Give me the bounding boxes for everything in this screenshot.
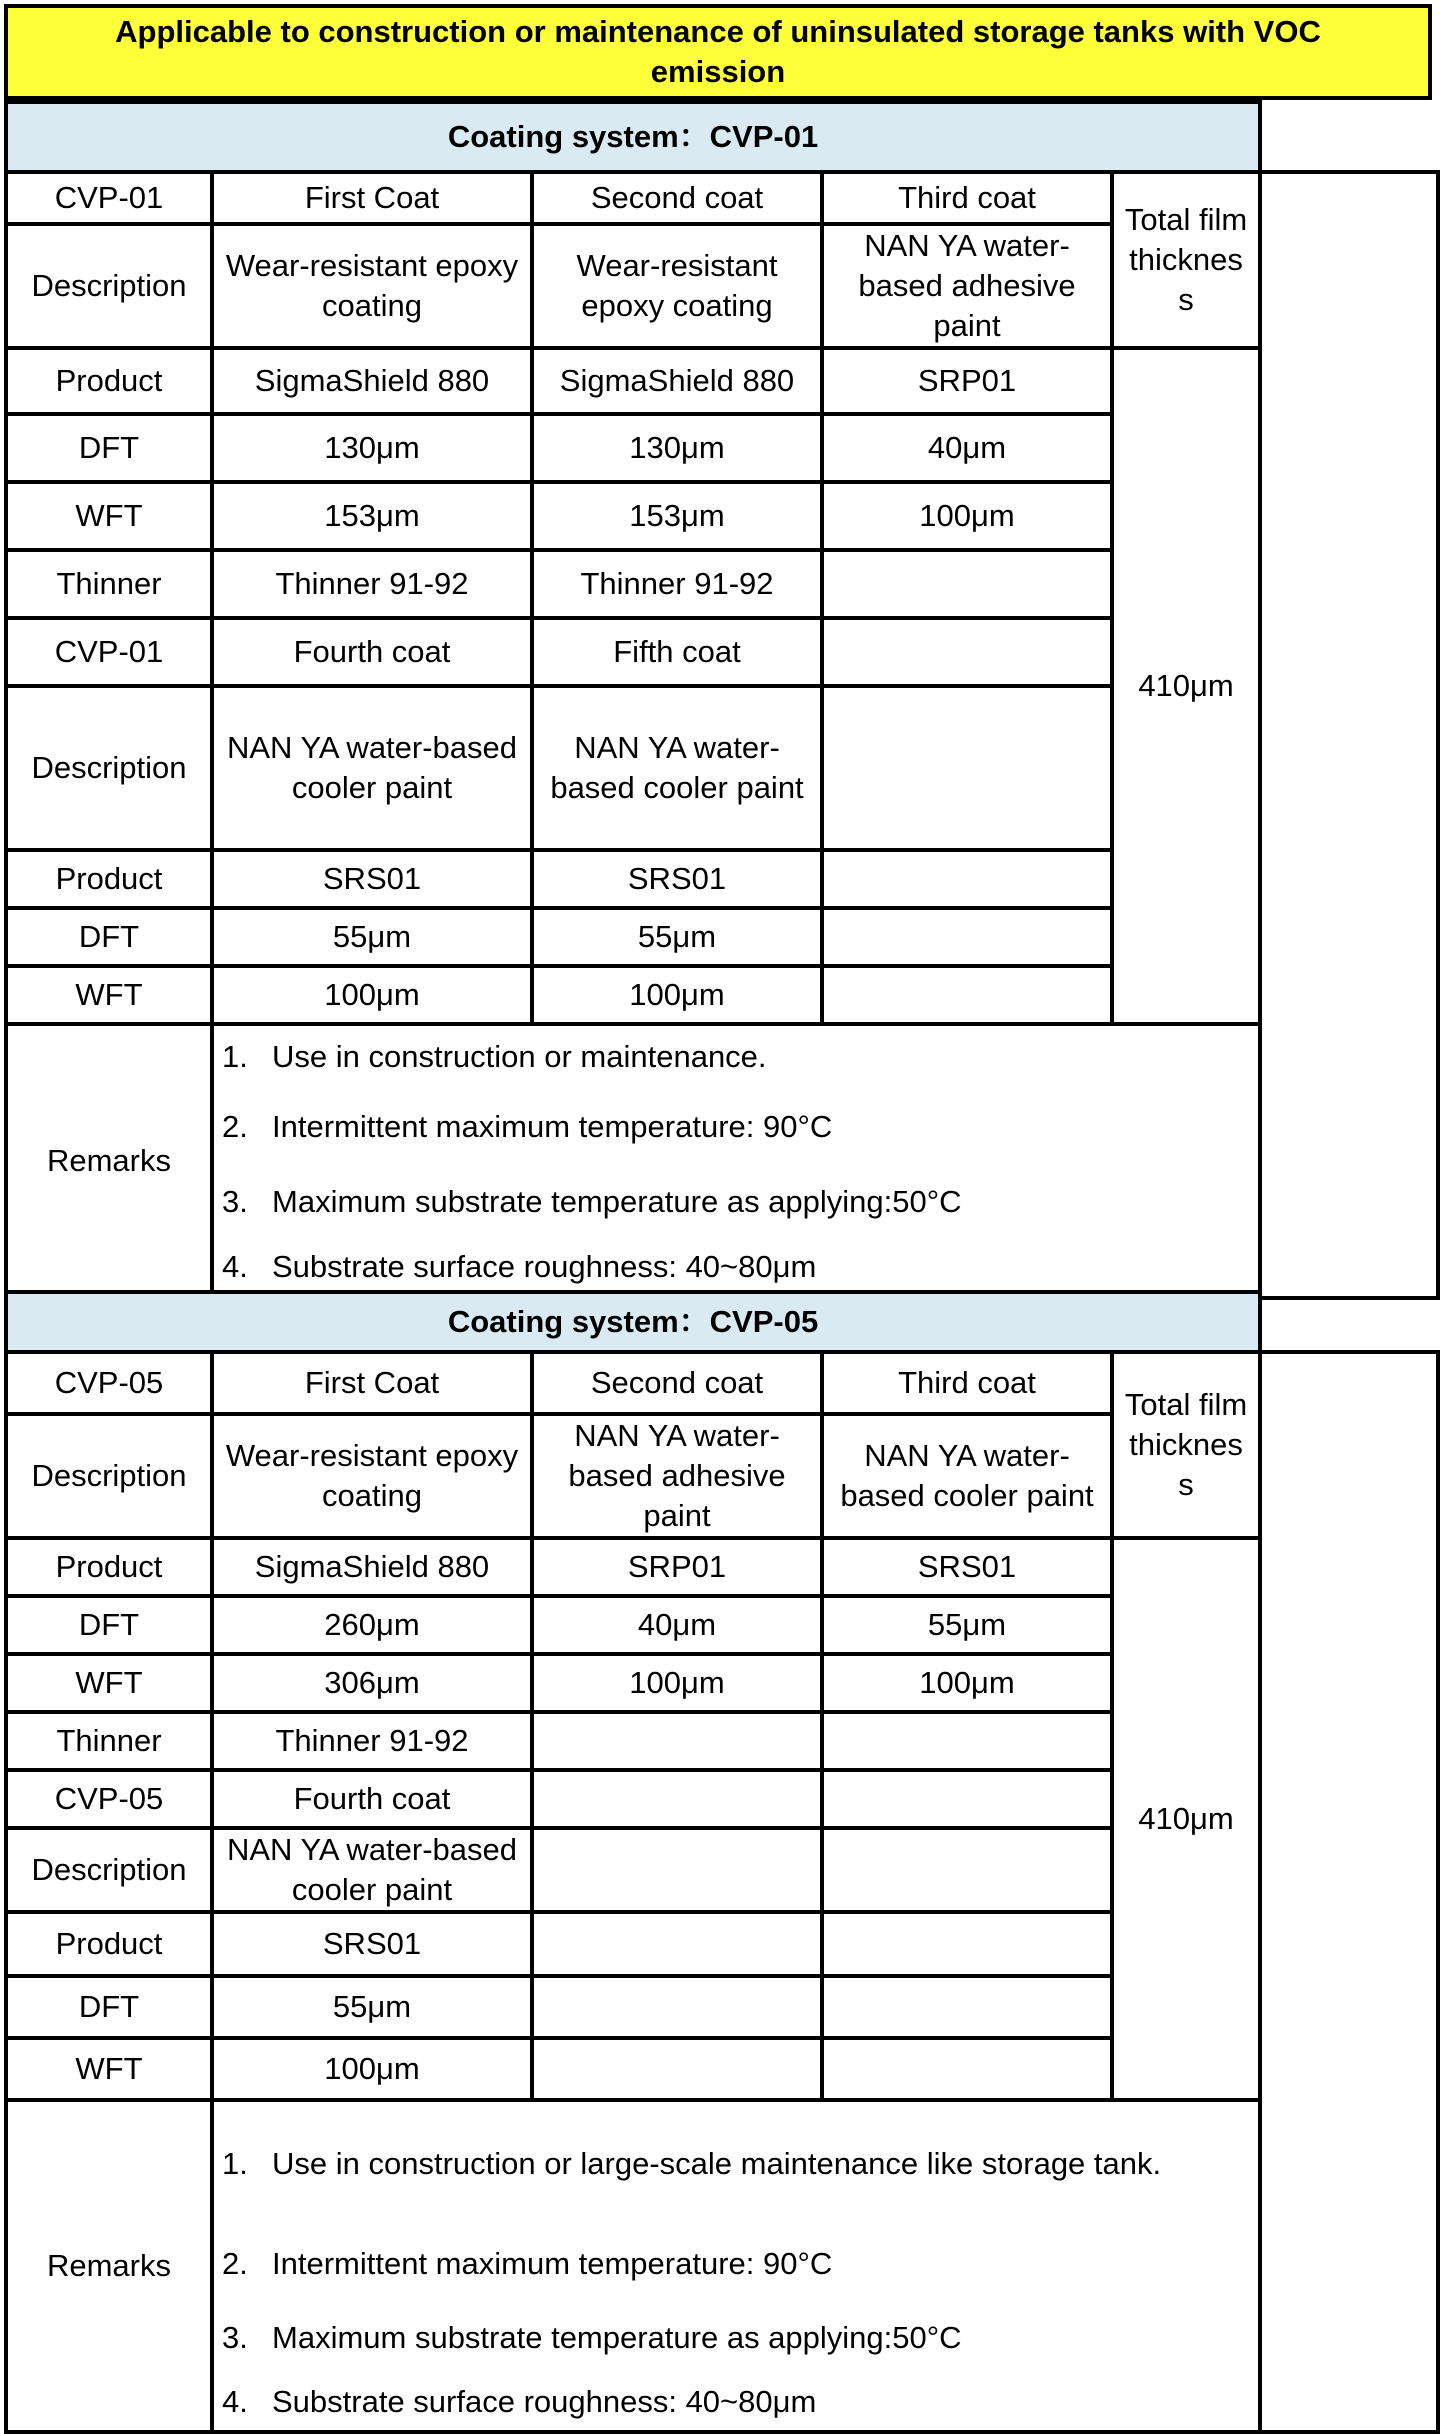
table-cell — [822, 2038, 1112, 2100]
table-cell: SRS01 — [212, 850, 532, 908]
row-label-cvp-01: CVP-01 — [6, 618, 212, 686]
table-cell: NAN YA water-based cooler paint — [212, 686, 532, 850]
remark-text: Intermittent maximum temperature: 90°C — [272, 1109, 833, 1144]
table-cell — [822, 686, 1112, 850]
table-cell: Second coat — [532, 1352, 822, 1414]
remark-number: 3. — [222, 1184, 248, 1219]
table-cell: Fifth coat — [532, 618, 822, 686]
table-cell: 55μm — [532, 908, 822, 966]
row-label-thinner: Thinner — [6, 550, 212, 618]
table-cell: 55μm — [822, 1596, 1112, 1654]
table-cell: Third coat — [822, 172, 1112, 224]
table-cell: 100μm — [822, 482, 1112, 550]
table-cell: 100μm — [822, 1654, 1112, 1712]
row-label-description: Description — [6, 224, 212, 348]
table-cell: 130μm — [212, 414, 532, 482]
table-cell — [532, 1770, 822, 1828]
table-cell: SRP01 — [532, 1538, 822, 1596]
table-cell: 40μm — [822, 414, 1112, 482]
table-cell: NAN YA water-based cooler paint — [212, 1828, 532, 1912]
table-cell — [822, 550, 1112, 618]
table-cell — [822, 1712, 1112, 1770]
table-cell: Thinner 91-92 — [212, 550, 532, 618]
remarks-side-blank — [1260, 1024, 1438, 1298]
remark-number: 4. — [222, 2384, 248, 2419]
table-cell: SigmaShield 880 — [532, 348, 822, 414]
table-cell: Third coat — [822, 1352, 1112, 1414]
table-cell: 153μm — [212, 482, 532, 550]
side-blank — [1260, 1352, 1438, 2100]
row-label-dft: DFT — [6, 1596, 212, 1654]
system-title: Coating system：CVP-05 — [6, 1292, 1260, 1352]
table-cell: 100μm — [532, 1654, 822, 1712]
table-cell: Fourth coat — [212, 618, 532, 686]
table-cell: SRS01 — [212, 1912, 532, 1976]
row-label-dft: DFT — [6, 908, 212, 966]
table-cell — [822, 850, 1112, 908]
remarks-row — [6, 2100, 1438, 2432]
remark-item — [214, 1166, 1258, 1238]
table-cell: 100μm — [532, 966, 822, 1024]
header-side-blank — [1260, 1292, 1438, 1352]
table-cell — [532, 1712, 822, 1770]
table-cell: NAN YA water-based adhesive paint — [822, 224, 1112, 348]
table-cell: SigmaShield 880 — [212, 1538, 532, 1596]
remark-number: 1. — [222, 1039, 248, 1074]
table-cell: Wear-resistant epoxy coating — [212, 224, 532, 348]
table-cell: SRS01 — [532, 850, 822, 908]
table-cell: 260μm — [212, 1596, 532, 1654]
remarks-list — [212, 2100, 1260, 2432]
row-label-wft: WFT — [6, 966, 212, 1024]
table-cell — [532, 1912, 822, 1976]
table-cell — [822, 908, 1112, 966]
table-cell: NAN YA water-based cooler paint — [532, 686, 822, 850]
table-cell: Wear-resistant epoxy coating — [532, 224, 822, 348]
remark-text: Substrate surface roughness: 40~80μm — [272, 2384, 817, 2419]
table-row — [6, 1352, 1438, 1414]
row-label-product: Product — [6, 348, 212, 414]
remark-item — [214, 2102, 1258, 2226]
table-cell: 100μm — [212, 2038, 532, 2100]
remarks-label: Remarks — [6, 2100, 212, 2432]
table-cell: SRS01 — [822, 1538, 1112, 1596]
table-cell: Fourth coat — [212, 1770, 532, 1828]
table-row — [6, 172, 1438, 224]
remarks-items — [214, 1026, 1258, 1296]
table-cell: 55μm — [212, 1976, 532, 2038]
row-label-dft: DFT — [6, 414, 212, 482]
total-film-thickness-value: 410μm — [1112, 1538, 1260, 2100]
remark-number: 3. — [222, 2320, 248, 2355]
remark-number: 1. — [222, 2146, 248, 2181]
row-label-cvp-05: CVP-05 — [6, 1352, 212, 1414]
table-cell: 100μm — [212, 966, 532, 1024]
page-banner: Applicable to construction or maintenance of uninsulated storage tanks with VOC emission — [4, 4, 1432, 100]
row-label-description: Description — [6, 1828, 212, 1912]
row-label-cvp-05: CVP-05 — [6, 1770, 212, 1828]
table-row — [6, 1538, 1438, 1596]
row-label-dft: DFT — [6, 1976, 212, 2038]
total-film-thickness-label: Total film thicknes s — [1112, 172, 1260, 348]
table-cell: Thinner 91-92 — [212, 1712, 532, 1770]
remark-item — [214, 2302, 1258, 2374]
table-cell — [822, 1912, 1112, 1976]
remark-number: 2. — [222, 1109, 248, 1144]
remark-item — [214, 1088, 1258, 1166]
table-cell: Wear-resistant epoxy coating — [212, 1414, 532, 1538]
remark-text: Maximum substrate temperature as applying:50°C — [272, 1184, 962, 1219]
remarks-side-blank — [1260, 2100, 1438, 2432]
row-label-description: Description — [6, 1414, 212, 1538]
table-cell — [532, 2038, 822, 2100]
table-cell: 130μm — [532, 414, 822, 482]
table-cell: Second coat — [532, 172, 822, 224]
table-cell: 40μm — [532, 1596, 822, 1654]
remark-item — [214, 2374, 1258, 2430]
system-header-row — [6, 1292, 1438, 1352]
remark-number: 4. — [222, 1249, 248, 1284]
table-row — [6, 348, 1438, 414]
remark-text: Substrate surface roughness: 40~80μm — [272, 1249, 817, 1284]
table-cell — [822, 1770, 1112, 1828]
remarks-items — [214, 2102, 1258, 2430]
table-cell: 306μm — [212, 1654, 532, 1712]
row-label-product: Product — [6, 850, 212, 908]
remark-text: Maximum substrate temperature as applying:50°C — [272, 2320, 962, 2355]
side-blank — [1260, 172, 1438, 1024]
total-film-thickness-value: 410μm — [1112, 348, 1260, 1024]
row-label-thinner: Thinner — [6, 1712, 212, 1770]
remark-text: Use in construction or maintenance. — [272, 1039, 767, 1074]
row-label-cvp-01: CVP-01 — [6, 172, 212, 224]
row-label-description: Description — [6, 686, 212, 850]
table-cell: First Coat — [212, 1352, 532, 1414]
table-cell: NAN YA water-based cooler paint — [822, 1414, 1112, 1538]
table-cell: 153μm — [532, 482, 822, 550]
row-label-wft: WFT — [6, 2038, 212, 2100]
table-cell: First Coat — [212, 172, 532, 224]
remark-item — [214, 1026, 1258, 1088]
table-cell — [822, 618, 1112, 686]
remarks-row — [6, 1024, 1438, 1298]
row-label-product: Product — [6, 1538, 212, 1596]
row-label-product: Product — [6, 1912, 212, 1976]
table-cell: NAN YA water-based adhesive paint — [532, 1414, 822, 1538]
remark-item — [214, 2226, 1258, 2302]
coating-system-table-cvp-01 — [4, 100, 1440, 1300]
system-title: Coating system：CVP-01 — [6, 102, 1260, 172]
remark-text: Intermittent maximum temperature: 90°C — [272, 2246, 833, 2281]
remark-number: 2. — [222, 2246, 248, 2281]
row-label-wft: WFT — [6, 1654, 212, 1712]
remark-text: Use in construction or large-scale maintenance like storage tank. — [272, 2146, 1162, 2181]
table-cell: SigmaShield 880 — [212, 348, 532, 414]
total-film-thickness-label: Total film thicknes s — [1112, 1352, 1260, 1538]
row-label-wft: WFT — [6, 482, 212, 550]
table-cell — [822, 1976, 1112, 2038]
table-cell — [822, 966, 1112, 1024]
remark-item — [214, 1238, 1258, 1296]
coating-system-table-cvp-05 — [4, 1290, 1440, 2434]
table-cell: SRP01 — [822, 348, 1112, 414]
remarks-label: Remarks — [6, 1024, 212, 1298]
table-cell — [822, 1828, 1112, 1912]
table-cell: Thinner 91-92 — [532, 550, 822, 618]
table-cell — [532, 1828, 822, 1912]
remarks-list — [212, 1024, 1260, 1298]
system-header-row — [6, 102, 1438, 172]
table-cell: 55μm — [212, 908, 532, 966]
table-cell — [532, 1976, 822, 2038]
header-side-blank — [1260, 102, 1438, 172]
